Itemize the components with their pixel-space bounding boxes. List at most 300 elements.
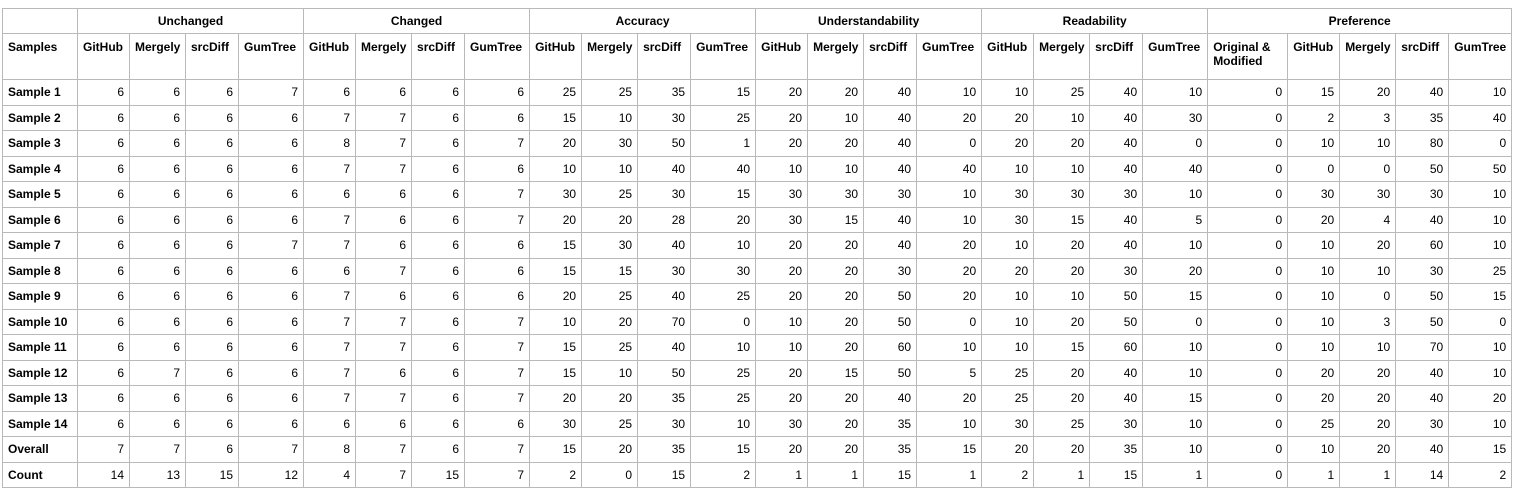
table-cell: 0 <box>1143 131 1208 157</box>
table-cell: 6 <box>239 207 304 233</box>
table-cell: 15 <box>691 437 756 463</box>
table-cell: 20 <box>530 386 582 412</box>
table-cell: 6 <box>412 335 465 361</box>
table-cell: 8 <box>304 131 356 157</box>
row-label: Sample 10 <box>3 309 78 335</box>
table-cell: 7 <box>356 258 412 284</box>
table-cell: 10 <box>1340 335 1396 361</box>
column-header-gumtree: GumTree <box>1143 34 1208 80</box>
table-cell: 7 <box>465 207 530 233</box>
table-cell: 50 <box>864 284 917 310</box>
table-cell: 7 <box>304 360 356 386</box>
table-cell: 20 <box>1034 258 1090 284</box>
group-header-preference: Preference <box>1208 9 1512 34</box>
table-cell: 1 <box>808 462 864 488</box>
table-cell: 20 <box>982 258 1034 284</box>
group-header-readability: Readability <box>982 9 1208 34</box>
table-cell: 6 <box>186 182 239 208</box>
table-cell: 6 <box>412 207 465 233</box>
table-cell: 25 <box>582 182 638 208</box>
table-cell: 0 <box>1208 386 1288 412</box>
table-cell: 5 <box>1143 207 1208 233</box>
table-cell: 0 <box>917 309 982 335</box>
table-cell: 6 <box>130 207 186 233</box>
table-cell: 20 <box>982 437 1034 463</box>
table-cell: 15 <box>530 105 582 131</box>
table-cell: 6 <box>239 284 304 310</box>
table-cell: 25 <box>691 386 756 412</box>
table-cell: 10 <box>1288 437 1340 463</box>
table-cell: 10 <box>1288 335 1340 361</box>
table-cell: 6 <box>356 233 412 259</box>
table-cell: 4 <box>1340 207 1396 233</box>
table-cell: 30 <box>638 411 691 437</box>
table-cell: 30 <box>982 411 1034 437</box>
table-cell: 35 <box>864 437 917 463</box>
table-cell: 1 <box>691 131 756 157</box>
table-cell: 6 <box>239 411 304 437</box>
table-cell: 40 <box>638 156 691 182</box>
table-cell: 1 <box>1340 462 1396 488</box>
table-cell: 6 <box>78 207 130 233</box>
table-cell: 0 <box>1449 309 1512 335</box>
table-cell: 20 <box>808 437 864 463</box>
table-cell: 6 <box>130 258 186 284</box>
table-cell: 30 <box>1396 258 1449 284</box>
table-cell: 10 <box>1143 335 1208 361</box>
table-cell: 10 <box>530 156 582 182</box>
table-row <box>3 182 1512 208</box>
table-cell: 7 <box>304 105 356 131</box>
table-cell: 7 <box>356 156 412 182</box>
table-row <box>3 105 1512 131</box>
table-cell: 6 <box>412 131 465 157</box>
table-cell: 40 <box>1396 80 1449 106</box>
table-cell: 6 <box>186 105 239 131</box>
table-cell: 7 <box>78 437 130 463</box>
table-cell: 10 <box>982 156 1034 182</box>
table-cell: 10 <box>582 105 638 131</box>
table-cell: 7 <box>304 233 356 259</box>
table-cell: 7 <box>356 105 412 131</box>
table-cell: 30 <box>864 258 917 284</box>
table-cell: 6 <box>356 360 412 386</box>
table-cell: 6 <box>412 309 465 335</box>
table-cell: 6 <box>186 284 239 310</box>
table-cell: 7 <box>465 360 530 386</box>
table-cell: 50 <box>1090 309 1143 335</box>
table-cell: 30 <box>1396 182 1449 208</box>
table-cell: 10 <box>982 80 1034 106</box>
table-cell: 6 <box>412 105 465 131</box>
table-cell: 20 <box>982 131 1034 157</box>
table-cell: 30 <box>1143 105 1208 131</box>
group-header-understandability: Understandability <box>756 9 982 34</box>
column-header-gumtree: GumTree <box>691 34 756 80</box>
table-cell: 20 <box>1034 233 1090 259</box>
table-cell: 50 <box>638 360 691 386</box>
table-cell: 10 <box>1449 233 1512 259</box>
table-cell: 10 <box>582 360 638 386</box>
table-cell: 5 <box>917 360 982 386</box>
table-cell: 20 <box>808 131 864 157</box>
table-row <box>3 156 1512 182</box>
column-header-srcdiff: srcDiff <box>412 34 465 80</box>
table-cell: 10 <box>982 233 1034 259</box>
table-cell: 4 <box>304 462 356 488</box>
table-cell: 7 <box>356 335 412 361</box>
table-cell: 0 <box>917 131 982 157</box>
table-cell: 1 <box>1143 462 1208 488</box>
table-cell: 2 <box>1288 105 1340 131</box>
table-cell: 20 <box>1034 131 1090 157</box>
table-cell: 0 <box>1208 105 1288 131</box>
table-cell: 20 <box>1340 80 1396 106</box>
samples-header: Samples <box>3 34 78 80</box>
table-cell: 0 <box>1208 233 1288 259</box>
table-cell: 15 <box>530 335 582 361</box>
table-cell: 6 <box>130 80 186 106</box>
table-cell: 25 <box>691 105 756 131</box>
table-row <box>3 309 1512 335</box>
table-cell: 20 <box>1034 309 1090 335</box>
table-cell: 6 <box>78 131 130 157</box>
table-cell: 60 <box>864 335 917 361</box>
table-cell: 10 <box>1034 284 1090 310</box>
table-cell: 0 <box>1449 131 1512 157</box>
sub-header-row <box>3 34 1512 80</box>
table-cell: 6 <box>78 182 130 208</box>
table-cell: 15 <box>1288 80 1340 106</box>
table-cell: 15 <box>530 258 582 284</box>
table-cell: 0 <box>1208 131 1288 157</box>
table-cell: 30 <box>530 411 582 437</box>
table-cell: 6 <box>465 156 530 182</box>
table-cell: 10 <box>1340 258 1396 284</box>
table-cell: 50 <box>1396 156 1449 182</box>
table-cell: 6 <box>130 335 186 361</box>
table-cell: 2 <box>530 462 582 488</box>
table-cell: 40 <box>1396 386 1449 412</box>
table-cell: 20 <box>756 360 808 386</box>
table-cell: 6 <box>239 386 304 412</box>
table-cell: 0 <box>1340 284 1396 310</box>
table-cell: 6 <box>186 437 239 463</box>
table-cell: 6 <box>186 80 239 106</box>
table-cell: 7 <box>356 462 412 488</box>
table-row <box>3 462 1512 488</box>
table-cell: 6 <box>78 309 130 335</box>
table-cell: 25 <box>691 284 756 310</box>
table-cell: 6 <box>412 284 465 310</box>
table-cell: 6 <box>239 258 304 284</box>
table-cell: 20 <box>917 258 982 284</box>
table-cell: 40 <box>691 156 756 182</box>
table-cell: 6 <box>130 386 186 412</box>
table-cell: 14 <box>78 462 130 488</box>
table-cell: 6 <box>78 233 130 259</box>
table-cell: 7 <box>356 309 412 335</box>
table-cell: 25 <box>982 386 1034 412</box>
table-cell: 6 <box>304 411 356 437</box>
table-cell: 15 <box>1449 284 1512 310</box>
table-cell: 0 <box>1208 156 1288 182</box>
table-cell: 40 <box>1090 386 1143 412</box>
table-row <box>3 284 1512 310</box>
table-cell: 6 <box>130 309 186 335</box>
table-cell: 6 <box>412 360 465 386</box>
table-cell: 50 <box>864 360 917 386</box>
table-cell: 6 <box>186 360 239 386</box>
table-cell: 6 <box>78 258 130 284</box>
table-cell: 10 <box>1449 335 1512 361</box>
table-cell: 6 <box>239 156 304 182</box>
column-header-mergely: Mergely <box>356 34 412 80</box>
table-cell: 25 <box>530 80 582 106</box>
table-cell: 7 <box>465 335 530 361</box>
table-cell: 25 <box>1288 411 1340 437</box>
table-cell: 20 <box>756 258 808 284</box>
row-label: Sample 3 <box>3 131 78 157</box>
table-cell: 15 <box>808 360 864 386</box>
table-cell: 20 <box>1288 386 1340 412</box>
table-cell: 60 <box>1396 233 1449 259</box>
table-cell: 40 <box>1090 131 1143 157</box>
table-cell: 10 <box>691 233 756 259</box>
table-cell: 35 <box>864 411 917 437</box>
table-cell: 10 <box>1449 182 1512 208</box>
column-header-github: GitHub <box>304 34 356 80</box>
table-cell: 6 <box>78 105 130 131</box>
table-cell: 25 <box>691 360 756 386</box>
row-label: Sample 5 <box>3 182 78 208</box>
table-cell: 10 <box>917 80 982 106</box>
table-cell: 13 <box>130 462 186 488</box>
table-cell: 40 <box>1090 105 1143 131</box>
table-cell: 30 <box>1396 411 1449 437</box>
table-cell: 6 <box>78 411 130 437</box>
table-cell: 15 <box>582 258 638 284</box>
table-cell: 7 <box>304 156 356 182</box>
table-cell: 20 <box>1034 386 1090 412</box>
table-cell: 0 <box>1208 462 1288 488</box>
table-cell: 8 <box>304 437 356 463</box>
table-cell: 6 <box>465 233 530 259</box>
table-cell: 6 <box>186 233 239 259</box>
table-row <box>3 258 1512 284</box>
table-cell: 15 <box>1034 335 1090 361</box>
table-row <box>3 335 1512 361</box>
column-header-mergely: Mergely <box>1034 34 1090 80</box>
table-cell: 10 <box>756 335 808 361</box>
table-cell: 6 <box>412 386 465 412</box>
table-cell: 80 <box>1396 131 1449 157</box>
table-cell: 40 <box>1090 156 1143 182</box>
table-cell: 30 <box>582 131 638 157</box>
table-cell: 10 <box>756 309 808 335</box>
table-body <box>3 80 1512 488</box>
table-cell: 6 <box>186 335 239 361</box>
table-cell: 40 <box>864 207 917 233</box>
table-cell: 3 <box>1340 105 1396 131</box>
table-cell: 20 <box>756 386 808 412</box>
table-cell: 20 <box>756 80 808 106</box>
table-cell: 20 <box>691 207 756 233</box>
table-cell: 6 <box>130 233 186 259</box>
table-cell: 6 <box>304 258 356 284</box>
table-cell: 10 <box>1288 233 1340 259</box>
table-cell: 30 <box>1034 182 1090 208</box>
table-cell: 10 <box>1143 233 1208 259</box>
table-cell: 10 <box>808 105 864 131</box>
table-cell: 40 <box>864 156 917 182</box>
table-cell: 40 <box>864 80 917 106</box>
table-cell: 7 <box>465 386 530 412</box>
table-cell: 6 <box>239 105 304 131</box>
table-row <box>3 437 1512 463</box>
table-cell: 50 <box>1449 156 1512 182</box>
table-cell: 40 <box>864 105 917 131</box>
table-cell: 30 <box>691 258 756 284</box>
group-header-unchanged: Unchanged <box>78 9 304 34</box>
table-cell: 6 <box>356 207 412 233</box>
table-cell: 20 <box>582 207 638 233</box>
table-cell: 20 <box>917 284 982 310</box>
group-header-accuracy: Accuracy <box>530 9 756 34</box>
table-cell: 6 <box>412 182 465 208</box>
table-cell: 30 <box>530 182 582 208</box>
table-cell: 40 <box>1449 105 1512 131</box>
table-cell: 20 <box>1143 258 1208 284</box>
table-cell: 20 <box>808 284 864 310</box>
table-cell: 6 <box>465 411 530 437</box>
table-cell: 6 <box>78 80 130 106</box>
table-cell: 1 <box>917 462 982 488</box>
table-cell: 30 <box>982 207 1034 233</box>
table-cell: 0 <box>582 462 638 488</box>
table-cell: 20 <box>808 258 864 284</box>
table-cell: 30 <box>808 182 864 208</box>
table-cell: 10 <box>1449 360 1512 386</box>
table-cell: 30 <box>756 207 808 233</box>
table-cell: 25 <box>582 80 638 106</box>
table-cell: 7 <box>465 462 530 488</box>
table-cell: 15 <box>530 233 582 259</box>
table-cell: 20 <box>1340 233 1396 259</box>
table-cell: 10 <box>1449 80 1512 106</box>
table-cell: 6 <box>78 335 130 361</box>
table-cell: 6 <box>78 284 130 310</box>
group-header-changed: Changed <box>304 9 530 34</box>
table-cell: 10 <box>1288 309 1340 335</box>
results-table <box>2 8 1512 488</box>
table-cell: 10 <box>1340 131 1396 157</box>
table-cell: 6 <box>356 80 412 106</box>
table-cell: 10 <box>530 309 582 335</box>
table-cell: 6 <box>239 309 304 335</box>
table-cell: 2 <box>982 462 1034 488</box>
table-cell: 7 <box>239 233 304 259</box>
table-row <box>3 207 1512 233</box>
table-cell: 10 <box>808 156 864 182</box>
table-cell: 20 <box>1034 360 1090 386</box>
table-cell: 0 <box>1208 335 1288 361</box>
table-cell: 40 <box>864 131 917 157</box>
column-header-srcdiff: srcDiff <box>186 34 239 80</box>
table-cell: 50 <box>1090 284 1143 310</box>
column-header-mergely: Mergely <box>582 34 638 80</box>
table-cell: 20 <box>808 386 864 412</box>
table-cell: 40 <box>638 233 691 259</box>
column-header-github: GitHub <box>530 34 582 80</box>
table-cell: 20 <box>917 105 982 131</box>
table-cell: 15 <box>638 462 691 488</box>
table-cell: 6 <box>356 284 412 310</box>
table-cell: 20 <box>917 233 982 259</box>
table-cell: 15 <box>691 80 756 106</box>
table-cell: 6 <box>186 258 239 284</box>
table-cell: 40 <box>638 335 691 361</box>
row-label: Sample 9 <box>3 284 78 310</box>
table-cell: 35 <box>638 386 691 412</box>
table-cell: 6 <box>130 411 186 437</box>
table-cell: 6 <box>186 131 239 157</box>
table-cell: 6 <box>239 360 304 386</box>
table-cell: 0 <box>1208 309 1288 335</box>
corner-cell <box>3 9 78 34</box>
table-cell: 10 <box>691 411 756 437</box>
table-cell: 30 <box>638 105 691 131</box>
table-cell: 25 <box>582 335 638 361</box>
group-header-row <box>3 9 1512 34</box>
preference-header-3: srcDiff <box>1396 34 1449 80</box>
table-cell: 6 <box>412 233 465 259</box>
table-cell: 15 <box>186 462 239 488</box>
table-cell: 6 <box>130 105 186 131</box>
table-cell: 7 <box>239 437 304 463</box>
table-cell: 15 <box>1034 207 1090 233</box>
table-cell: 20 <box>808 411 864 437</box>
table-cell: 3 <box>1340 309 1396 335</box>
table-cell: 10 <box>1288 131 1340 157</box>
table-cell: 40 <box>864 386 917 412</box>
table-cell: 7 <box>304 309 356 335</box>
table-cell: 20 <box>1288 360 1340 386</box>
table-cell: 25 <box>1034 80 1090 106</box>
table-cell: 2 <box>691 462 756 488</box>
row-label: Sample 1 <box>3 80 78 106</box>
table-cell: 0 <box>1208 411 1288 437</box>
table-cell: 6 <box>239 335 304 361</box>
table-cell: 50 <box>864 309 917 335</box>
table-cell: 40 <box>1090 360 1143 386</box>
table-cell: 15 <box>530 360 582 386</box>
table-cell: 10 <box>917 182 982 208</box>
table-cell: 7 <box>304 284 356 310</box>
table-cell: 6 <box>186 309 239 335</box>
table-cell: 0 <box>1208 80 1288 106</box>
table-cell: 30 <box>1090 182 1143 208</box>
table-cell: 10 <box>917 335 982 361</box>
table-cell: 0 <box>1208 207 1288 233</box>
table-cell: 20 <box>582 437 638 463</box>
table-cell: 7 <box>356 437 412 463</box>
table-cell: 40 <box>1396 207 1449 233</box>
table-cell: 6 <box>78 360 130 386</box>
column-header-mergely: Mergely <box>808 34 864 80</box>
table-cell: 20 <box>1340 437 1396 463</box>
table-cell: 7 <box>304 207 356 233</box>
